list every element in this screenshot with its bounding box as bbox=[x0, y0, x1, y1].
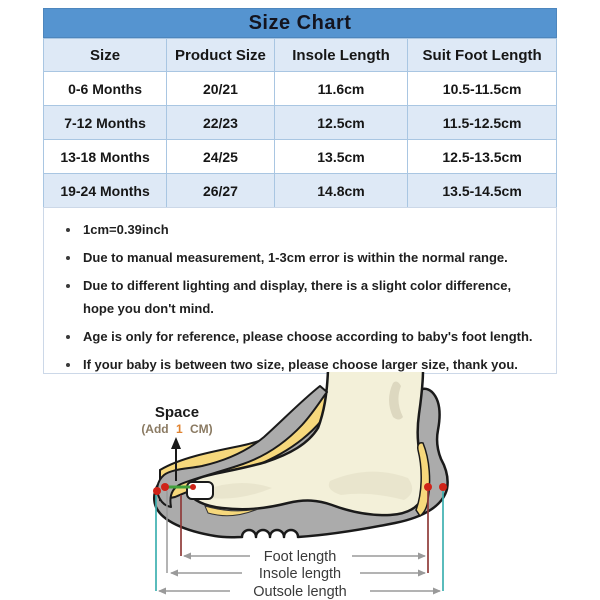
space-label: Space bbox=[154, 404, 200, 421]
note-item bbox=[66, 325, 544, 348]
size-table bbox=[43, 38, 557, 208]
dot-insole-front bbox=[161, 483, 169, 491]
table-cell: 14.8cm bbox=[274, 174, 407, 208]
column-header-suit-foot-length: Suit Foot Length bbox=[408, 39, 557, 72]
table-cell: 26/27 bbox=[167, 174, 275, 208]
note-text: 1cm=0.39inch bbox=[83, 222, 169, 237]
note-text: Due to different lighting and display, there is a slight color difference, hope you don't mind. bbox=[83, 278, 512, 316]
table-row-7-12-months bbox=[44, 106, 557, 140]
foot-length-label: Foot length bbox=[263, 549, 337, 565]
note-text: If your baby is between two size, please choose larger size, thank you. bbox=[83, 357, 518, 372]
table-cell: 11.5-12.5cm bbox=[408, 106, 557, 140]
bullet-icon bbox=[66, 284, 70, 288]
note-item bbox=[66, 218, 544, 241]
space-note bbox=[141, 422, 212, 436]
notes-box bbox=[43, 207, 557, 374]
dot-heel-inner bbox=[424, 483, 432, 491]
table-cell: 7-12 Months bbox=[44, 106, 167, 140]
column-header-size: Size bbox=[44, 39, 167, 72]
space-note-prefix: (Add bbox=[141, 422, 169, 436]
size-chart-title-bar bbox=[43, 8, 557, 38]
column-header-insole-length: Insole Length bbox=[274, 39, 407, 72]
table-header-row bbox=[44, 39, 557, 72]
table-cell: 10.5-11.5cm bbox=[408, 72, 557, 106]
note-text: Due to manual measurement, 1-3cm error is within the normal range. bbox=[83, 250, 508, 265]
size-chart-title: Size Chart bbox=[248, 11, 352, 34]
table-cell: 11.6cm bbox=[274, 72, 407, 106]
column-header-product-size: Product Size bbox=[167, 39, 275, 72]
table-cell: 13-18 Months bbox=[44, 140, 167, 174]
outsole-length-arrow-right bbox=[433, 588, 441, 595]
table-cell: 12.5-13.5cm bbox=[408, 140, 557, 174]
table-cell: 19-24 Months bbox=[44, 174, 167, 208]
table-cell: 20/21 bbox=[167, 72, 275, 106]
table-row-19-24-months bbox=[44, 174, 557, 208]
table-cell: 0-6 Months bbox=[44, 72, 167, 106]
insole-length-arrow-left bbox=[170, 570, 178, 577]
insole-length-arrow-right bbox=[418, 570, 426, 577]
note-item bbox=[66, 274, 544, 320]
foot-length-arrow-left bbox=[183, 553, 191, 560]
bullet-icon bbox=[66, 363, 70, 367]
dot-heel-outer bbox=[439, 483, 447, 491]
dot-outsole-front bbox=[153, 487, 161, 495]
space-note-suffix: CM) bbox=[190, 422, 213, 436]
bullet-icon bbox=[66, 335, 70, 339]
bullet-icon bbox=[66, 228, 70, 232]
bullet-icon bbox=[66, 256, 70, 260]
size-chart-table bbox=[43, 8, 557, 208]
table-row-13-18-months bbox=[44, 140, 557, 174]
table-row-0-6-months bbox=[44, 72, 557, 106]
table-cell: 12.5cm bbox=[274, 106, 407, 140]
shoe-measurement-diagram bbox=[0, 372, 600, 600]
outsole-length-label: Outsole length bbox=[253, 584, 347, 600]
space-arrowhead bbox=[171, 437, 181, 449]
insole-length-label: Insole length bbox=[258, 566, 342, 582]
table-cell: 22/23 bbox=[167, 106, 275, 140]
foot-length-arrow-right bbox=[418, 553, 426, 560]
toenail bbox=[187, 482, 213, 499]
outsole-length-arrow-left bbox=[158, 588, 166, 595]
space-note-value: 1 bbox=[175, 422, 183, 436]
table-cell: 24/25 bbox=[167, 140, 275, 174]
table-cell: 13.5-14.5cm bbox=[408, 174, 557, 208]
table-cell: 13.5cm bbox=[274, 140, 407, 174]
dot-foot-toe bbox=[190, 484, 196, 490]
note-item bbox=[66, 246, 544, 269]
note-text: Age is only for reference, please choose according to baby's foot length. bbox=[83, 329, 533, 344]
